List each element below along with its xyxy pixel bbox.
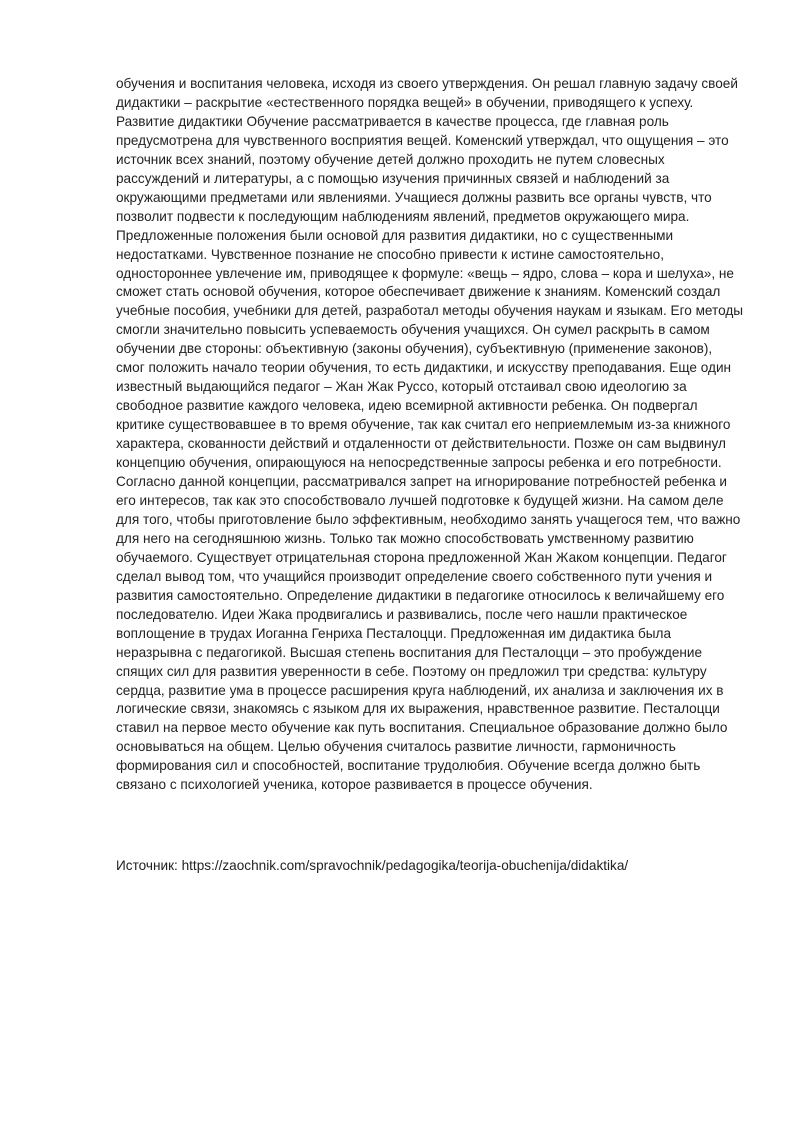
text-line: смог положить начало теории обучения, то есть дидактики, и искусству преподавания. Еще один bbox=[116, 360, 732, 376]
text-line: последователю. Идеи Жака продвигались и развивались, после чего нашли практическое bbox=[116, 606, 688, 622]
text-line: рассуждений и литературы, а с помощью изучения причинных связей и наблюдений за bbox=[116, 170, 670, 186]
text-line: одностороннее увлечение им, приводящее к формуле: «вещь – ядро, слова – кора и шелуха», не bbox=[116, 265, 734, 281]
text-line: критике существовавшее в то время обучение, так как считал его неприемлемым из-за книжного bbox=[116, 417, 731, 433]
text-line: Согласно данной концепции, рассматривался запрет на игнорирование потребностей ребенка и bbox=[116, 474, 727, 490]
text-line: ставил на первое место обучение как путь воспитания. Специальное образование должно было bbox=[116, 720, 728, 736]
text-line: Развитие дидактики Обучение рассматривается в качестве процесса, где главная роль bbox=[116, 113, 669, 129]
text-line: его интересов, так как это способствовало лучшей подготовке к будущей жизни. На самом деле bbox=[116, 492, 724, 508]
text-line: предусмотрена для чувственного восприятия вещей. Коменский утверждал, что ощущения – это bbox=[116, 132, 729, 148]
text-line: обучения и воспитания человека, исходя из своего утверждения. Он решал главную задачу своей bbox=[116, 76, 738, 91]
text-line: дидактики – раскрытие «естественного порядка вещей» в обучении, приводящего к успеху. bbox=[116, 94, 694, 110]
text-line: сможет стать основой обучения, которое обеспечивает движение к знаниям. Коменский создал bbox=[116, 284, 721, 300]
text-line: неразрывна с педагогикой. Высшая степень воспитания для Песталоцци – это пробуждение bbox=[116, 644, 703, 660]
text-line: сердца, развитие ума в процессе расширения круга наблюдений, их анализа и заключения их в bbox=[116, 682, 724, 698]
text-line: позволит подвести к последующим наблюдениям явлений, предметов окружающего мира. bbox=[116, 208, 690, 224]
text-line: известный выдающийся педагог – Жан Жак Руссо, который отстаивал свою идеологию за bbox=[116, 379, 687, 395]
text-line: характера, скованности действий и отдаленности от действительности. Позже он сам выдвинул bbox=[116, 436, 726, 452]
body-paragraph bbox=[116, 75, 748, 795]
text-line: связано с психологией ученика, которое развивается в процессе обучения. bbox=[116, 777, 593, 793]
text-line: основываться на общем. Целью обучения считалось развитие личности, гармоничность bbox=[116, 739, 676, 755]
text-line: обучении две стороны: объективную (законы обучения), субъективную (применение законов), bbox=[116, 341, 713, 357]
text-line: учебные пособия, учебники для детей, разработал методы обучения наукам и языкам. Его методы bbox=[116, 303, 744, 319]
text-line: формирования сил и способностей, воспитание трудолюбия. Обучение всегда должно быть bbox=[116, 758, 701, 774]
text-line: воплощение в трудах Иоганна Генриха Песталоцци. Предложенная им дидактика была bbox=[116, 625, 672, 641]
text-line: спящих сил для развития уверенности в себе. Поэтому он предложил три средства: культуру bbox=[116, 663, 707, 679]
text-line: концепцию обучения, опирающуюся на непосредственные запросы ребенка и его потребности. bbox=[116, 455, 722, 471]
text-line: источник всех знаний, поэтому обучение детей должно проходить не путем словесных bbox=[116, 151, 665, 167]
text-line: недостатками. Чувственное познание не способно привести к истине самостоятельно, bbox=[116, 246, 665, 262]
text-line: обучаемого. Существует отрицательная сторона предложенной Жан Жаком концепции. Педагог bbox=[116, 549, 727, 565]
text-line: смогли значительно повысить успеваемость обучения учащихся. Он сумел раскрыть в самом bbox=[116, 322, 710, 338]
text-line: сделал вывод том, что учащийся производит определение своего собственного пути учения и bbox=[116, 568, 713, 584]
text-line: логические связи, знакомясь с языком для их выражения, нравственное развитие. Песталоцци bbox=[116, 701, 720, 717]
text-line: для него на сегодняшнюю жизнь. Только так можно способствовать умственному развитию bbox=[116, 530, 694, 546]
source-citation: Источник: https://zaochnik.com/spravochnik/pedagogika/teorija-obuchenija/didaktika/ bbox=[116, 858, 629, 873]
text-line: Предложенные положения были основой для развития дидактики, но с существенными bbox=[116, 227, 674, 243]
text-line: для того, чтобы приготовление было эффективным, необходимо занять учащегося тем, что важно bbox=[116, 511, 741, 527]
text-line: окружающими предметами или явлениями. Учащиеся должны развить все органы чувств, что bbox=[116, 189, 712, 205]
text-line: развития самостоятельно. Определение дидактики в педагогике относилось к величайшему его bbox=[116, 587, 725, 603]
text-line: свободное развитие каждого человека, идею всемирной активности ребенка. Он подвергал bbox=[116, 398, 698, 414]
